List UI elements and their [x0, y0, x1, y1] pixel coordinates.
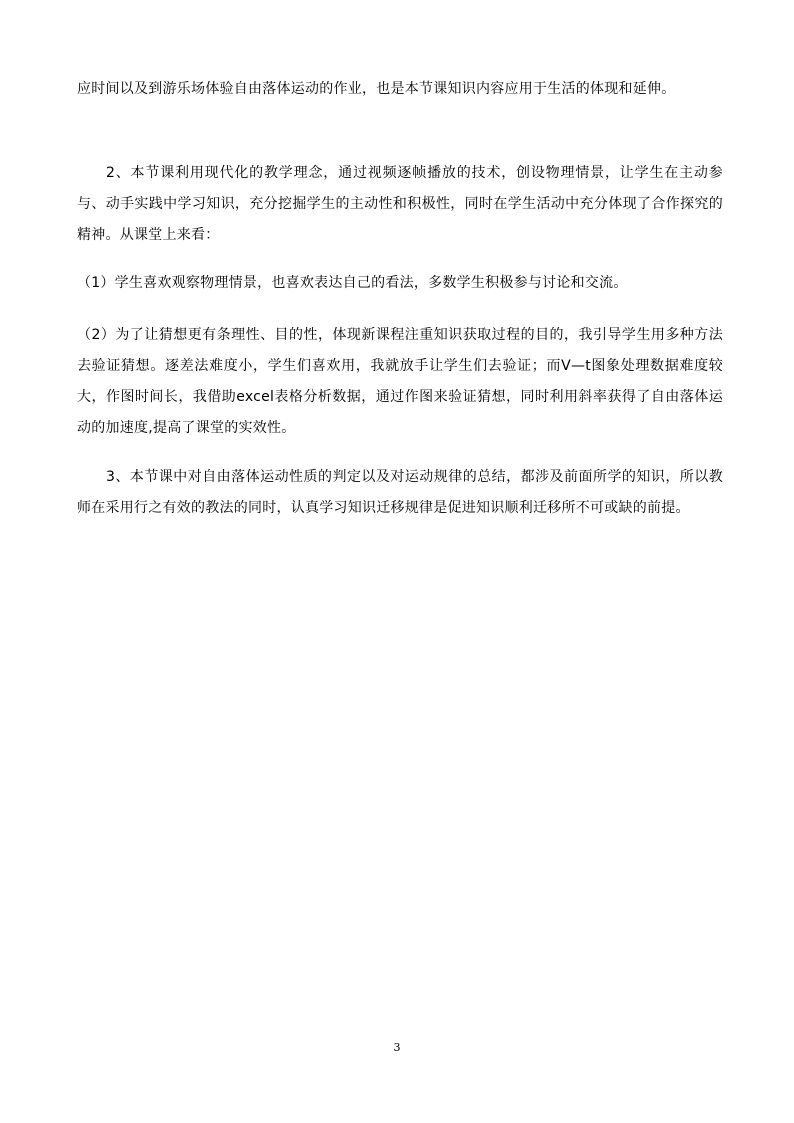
paragraph-point-3: 3、本节课中对自由落体运动性质的判定以及对运动规律的总结，都涉及前面所学的知识，所以教师在采用行之有效的教法的同时，认真学习知识迁移规律是促进知识顺利迁移所不可或缺的前提。 [77, 469, 723, 516]
paragraph-item-1: （1）学生喜欢观察物理情景，也喜欢表达自己的看法，多数学生积极参与讨论和交流。 [77, 275, 628, 291]
paragraph-item-2: （2）为了让猜想更有条理性、目的性，体现新课程注重知识获取过程的目的，我引导学生用多种方法去验证猜想。逐差法难度小，学生们喜欢用，我就放手让学生们去验证；而V—t图象处理数据难度较大，作图时间长，我借助excel表格分析数据，通过作图来验证猜想，同时利用斜率获得了自由落体运动的加速度,提高了课堂的实效性。 [77, 327, 723, 436]
paragraph-point-2: 2、本节课利用现代化的教学理念，通过视频逐帧播放的技术，创设物理情景，让学生在主动参与、动手实践中学习知识，充分挖掘学生的主动性和积极性，同时在学生活动中充分体现了合作探究的精神。从课堂上来看： [77, 165, 723, 243]
page-number: 3 [393, 1041, 401, 1054]
paragraph-continuation: 应时间以及到游乐场体验自由落体运动的作业，也是本节课知识内容应用于生活的体现和延伸。 [77, 81, 676, 97]
